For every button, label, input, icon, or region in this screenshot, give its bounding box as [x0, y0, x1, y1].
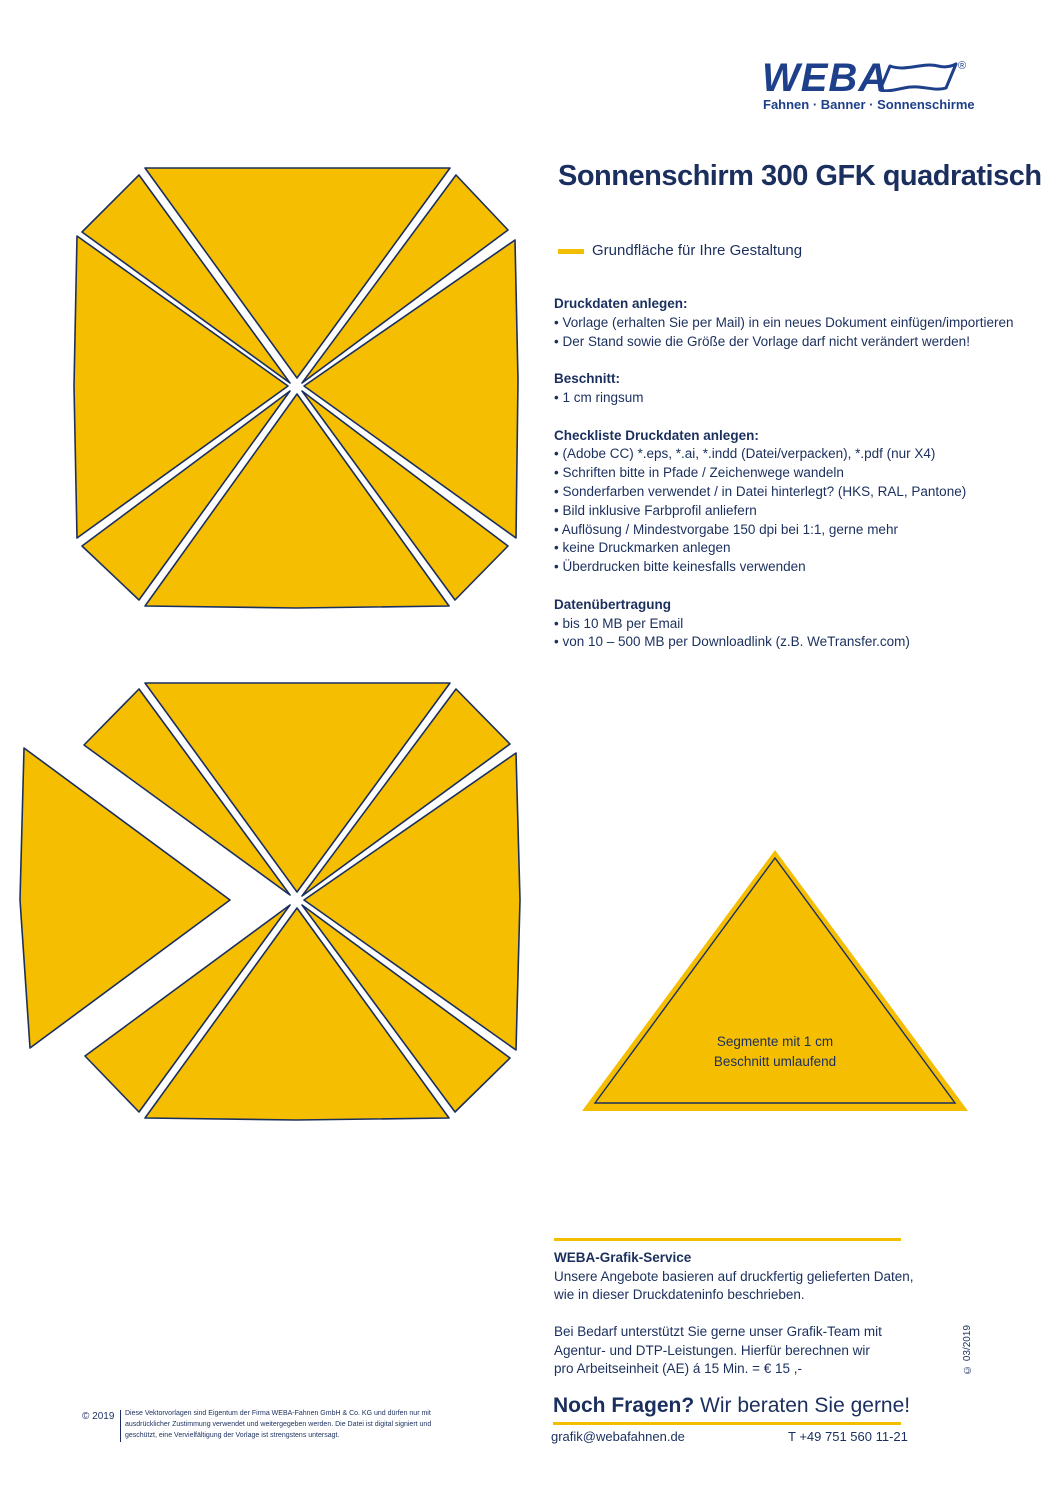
- list-item: • von 10 – 500 MB per Downloadlink (z.B. WeTransfer.com): [554, 634, 910, 650]
- service-divider: [554, 1238, 901, 1241]
- brand-logo-wordmark: WEBA: [762, 56, 889, 100]
- page-title: Sonnenschirm 300 GFK quadratisch: [558, 160, 1042, 192]
- section-heading: Druckdaten anlegen:: [554, 296, 688, 311]
- section-heading: Beschnitt:: [554, 371, 621, 387]
- contact-question: [553, 1394, 910, 1418]
- document-date: © 03/2019: [962, 1325, 973, 1375]
- list-item: • (Adobe CC) *.eps, *.ai, *.indd (Datei/verpacken), *.pdf (nur X4): [554, 446, 936, 462]
- service-heading: WEBA-Grafik-Service: [554, 1250, 692, 1265]
- umbrella-bottom: [20, 683, 520, 1120]
- list-item: • 1 cm ringsum: [554, 389, 644, 405]
- contact-divider: [553, 1422, 901, 1425]
- list-item: • bis 10 MB per Email: [554, 615, 684, 631]
- list-item: • Überdrucken bitte keinesfalls verwenden: [554, 559, 806, 575]
- service-text: Bei Bedarf unterstützt Sie gerne unser Grafik-Team mit: [554, 1324, 882, 1339]
- copyright-divider: [120, 1410, 121, 1442]
- segment-label-line-2: Beschnitt umlaufend: [713, 1054, 837, 1069]
- legend-label: Grundfläche für Ihre Gestaltung: [592, 242, 803, 259]
- copyright-notice: Diese Vektorvorlagen sind Eigentum der Firma WEBA-Fahnen GmbH & Co. KG und dürfen nur mit ausdrücklicher Zustimmung verwendet und weitergegeben werden. Die Datei ist digital signiert und geschützt, eine Vervielfältigung der Vorlage ist strengstens untersagt.: [125, 1410, 432, 1439]
- registered-mark: ®: [958, 60, 967, 72]
- list-item: • Schriften bitte in Pfade / Zeichenwege wandeln: [554, 465, 844, 481]
- list-item: • Bild inklusive Farbprofil anliefern: [554, 502, 757, 518]
- contact-email[interactable]: grafik@webafahnen.de: [551, 1429, 685, 1444]
- segment-label-line-1: Segmente mit 1 cm: [716, 1034, 834, 1049]
- list-item: • Der Stand sowie die Größe der Vorlage darf nicht verändert werden!: [554, 333, 970, 349]
- service-text: pro Arbeitseinheit (AE) á 15 Min. = € 15 ,-: [554, 1361, 803, 1376]
- section-heading: Checkliste Druckdaten anlegen:: [554, 427, 759, 443]
- section-heading: Datenübertragung: [554, 596, 672, 612]
- service-text: Unsere Angebote basieren auf druckfertig gelieferten Daten,: [554, 1268, 914, 1284]
- list-item: • keine Druckmarken anlegen: [554, 540, 731, 556]
- segment-label: [640, 1032, 910, 1072]
- copyright-year: © 2019: [82, 1411, 115, 1422]
- list-item: • Vorlage (erhalten Sie per Mail) in ein neues Dokument einfügen/importieren: [554, 314, 1014, 330]
- service-text: wie in dieser Druckdateninfo beschrieben.: [554, 1287, 805, 1302]
- list-item: • Sonderfarben verwendet / in Datei hinterlegt? (HKS, RAL, Pantone): [554, 483, 967, 499]
- service-text: Agentur- und DTP-Leistungen. Hierfür berechnen wir: [554, 1342, 870, 1358]
- contact-phone[interactable]: T +49 751 560 11-21: [788, 1429, 908, 1444]
- question-bold: Noch Fragen?: [553, 1394, 695, 1417]
- question-rest: Wir beraten Sie gerne!: [694, 1394, 911, 1417]
- grafik-service: [554, 1249, 934, 1379]
- umbrella-top: [74, 168, 518, 608]
- list-item: • Auflösung / Mindestvorgabe 150 dpi bei 1:1, gerne mehr: [554, 521, 898, 537]
- brand-tagline: Fahnen · Banner · Sonnenschirme: [763, 97, 975, 112]
